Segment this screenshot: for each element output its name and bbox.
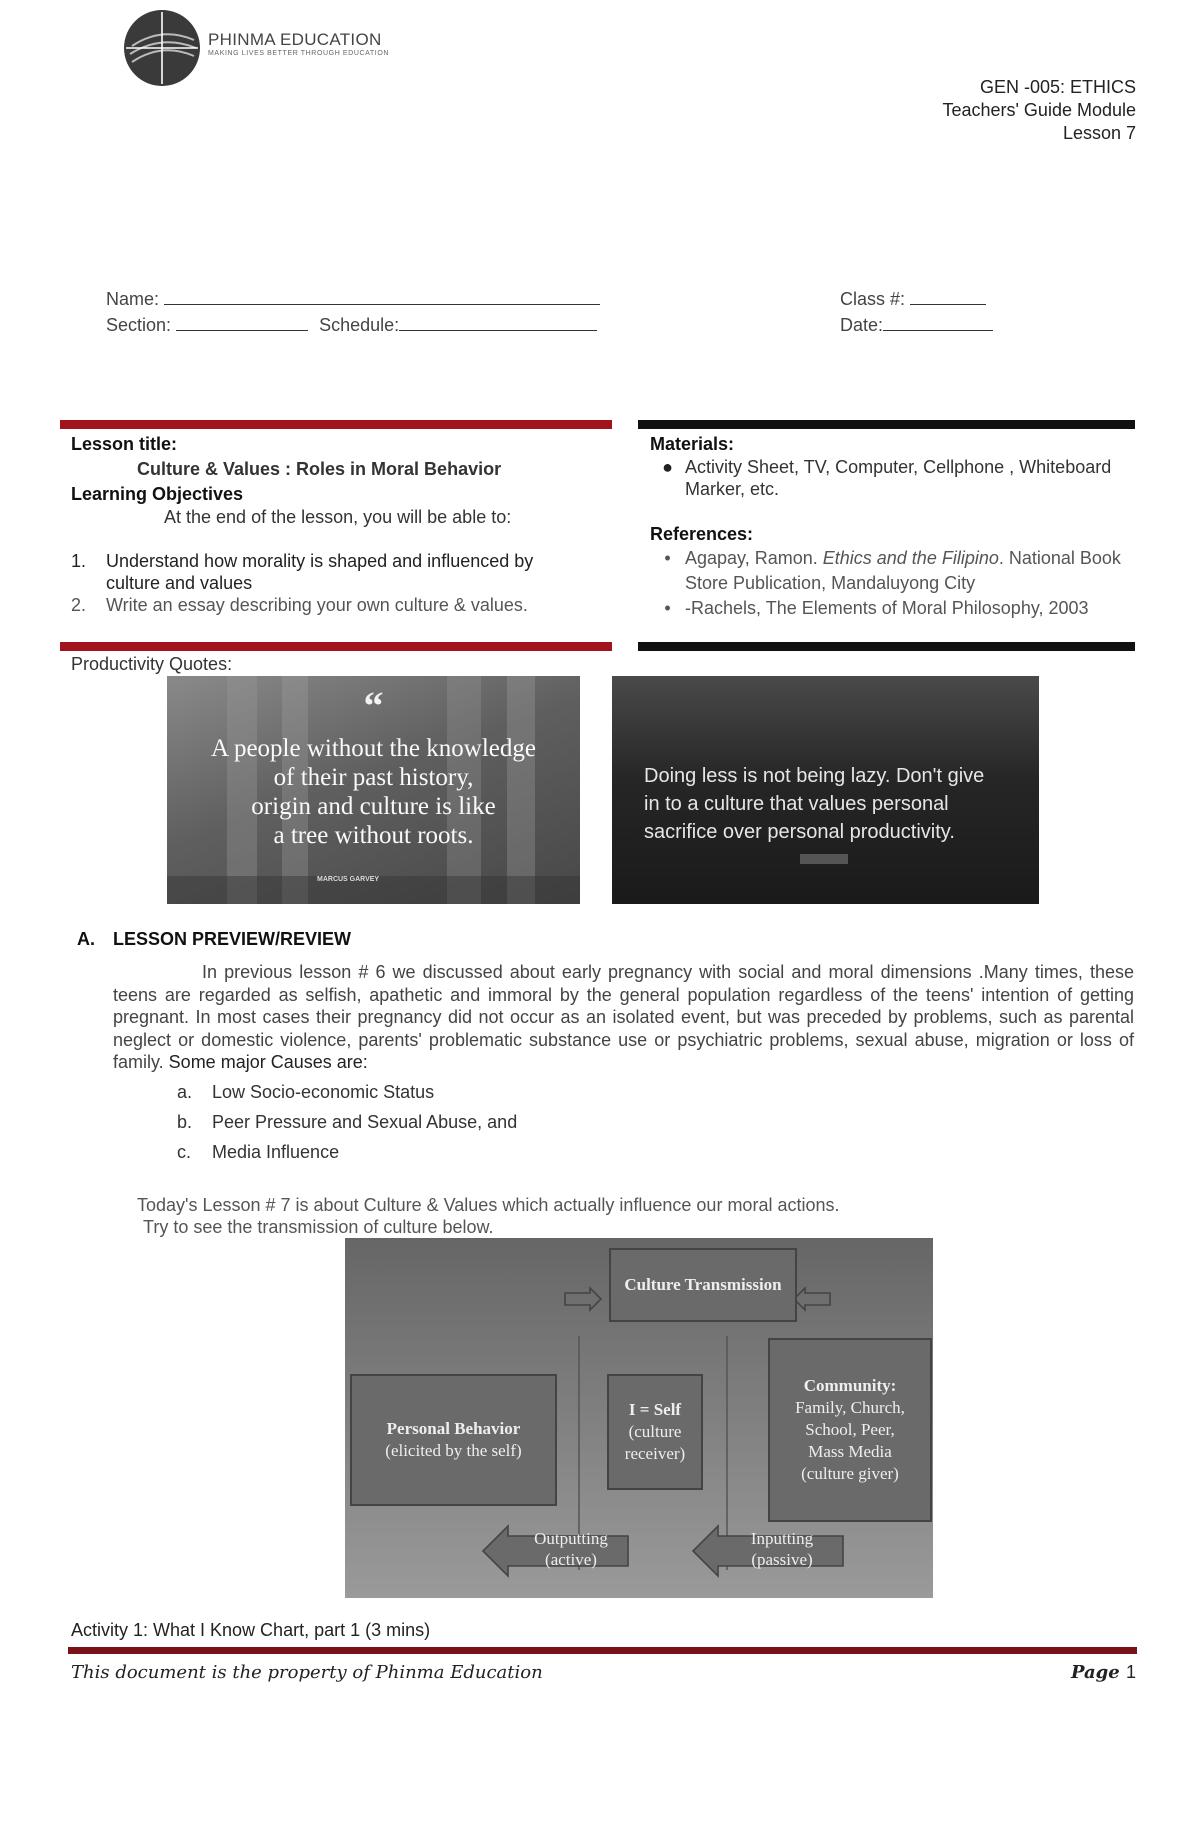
activity-label: Activity 1: What I Know Chart, part 1 (3 mins)	[71, 1620, 431, 1640]
materials-item: ● Activity Sheet, TV, Computer, Cellphone , Whiteboard Marker, etc.	[662, 457, 1112, 499]
reference-item: • -Rachels, The Elements of Moral Philosophy, 2003	[664, 598, 1089, 618]
phinma-logo-icon	[122, 8, 202, 88]
causes-list	[177, 1077, 517, 1167]
quote1-author: MARCUS GARVEY	[317, 876, 380, 883]
today-line: Today's Lesson # 7 is about Culture & Values which actually influence our moral actions.	[137, 1195, 840, 1215]
materials-label: Materials:	[650, 434, 735, 454]
reference-item: • Agapay, Ramon. Ethics and the Filipino. National Book Store Publication, Mandaluyong City	[664, 548, 1121, 593]
objective-item: 2. Write an essay describing your own culture & values.	[71, 595, 528, 615]
quote2-text: Doing less is not being lazy. Don't give in to a culture that values personal sacrifice over personal productivity.	[644, 765, 985, 843]
culture-transmission-diagram	[345, 1238, 933, 1598]
list-item: a. Low Socio-economic Status	[177, 1082, 435, 1102]
personal-behavior-box: Personal Behavior (elicited by the self)	[350, 1374, 557, 1506]
logo-tagline: MAKING LIVES BETTER THROUGH EDUCATION	[208, 50, 390, 57]
date-row	[840, 314, 993, 336]
quote2-author-badge	[800, 854, 848, 864]
quote1-text: A people without the knowledge of their past history, origin and culture is like a tree without roots.	[211, 735, 536, 849]
logo-name: PHINMA EDUCATION	[208, 30, 382, 49]
class-label: Class #:	[840, 289, 906, 309]
lesson-box	[71, 432, 591, 616]
lesson-top-bar	[60, 420, 612, 429]
materials-bottom-bar	[638, 642, 1135, 651]
preview-paragraph: In previous lesson # 6 we discussed about early pregnancy with social and moral dimensions .Many times, these teens are regarded as selfish, apathetic and immoral by the general population regardless of the teens' intention of getting pregnant. In most cases their pregnancy did not occur as an isolated event, but was preceded by problems, such as parental neglect or domestic violence, parents' problematic substance use or psychiatric problems, sexual abuse, migration or loss of family. Some major Causes are:	[113, 962, 1134, 1072]
try-line: Try to see the transmission of culture below.	[143, 1217, 494, 1237]
module-name: Teachers' Guide Module	[942, 100, 1136, 120]
quote-image-productivity	[612, 676, 1039, 904]
quotes-label: Productivity Quotes:	[71, 654, 233, 674]
lesson-number: Lesson 7	[1062, 123, 1136, 143]
quote-image-culture	[167, 676, 580, 904]
objective-item: 1. Understand how morality is shaped and influenced by culture and values	[71, 551, 534, 593]
schedule-field[interactable]	[399, 314, 597, 331]
quote-mark-icon: “	[363, 683, 384, 728]
culture-transmission-box: Culture Transmission	[609, 1248, 797, 1322]
lesson-title: Culture & Values : Roles in Moral Behavior	[137, 459, 502, 479]
class-field[interactable]	[910, 288, 986, 305]
materials-box	[650, 432, 1125, 621]
class-row	[840, 288, 986, 310]
materials-top-bar	[638, 420, 1135, 429]
section-label: Section:	[106, 315, 172, 335]
page-number: Page 1	[1070, 1662, 1136, 1683]
schedule-label: Schedule:	[319, 315, 400, 335]
community-box: Community: Family, Church, School, Peer, Mass Media (culture giver)	[768, 1338, 932, 1522]
document-header-info	[942, 76, 1136, 145]
objectives-intro: At the end of the lesson, you will be able to:	[164, 507, 512, 527]
self-box: I = Self (culture receiver)	[607, 1374, 703, 1490]
date-label: Date:	[840, 315, 884, 335]
section-field[interactable]	[176, 314, 308, 331]
list-item: b. Peer Pressure and Sexual Abuse, and	[177, 1112, 518, 1132]
objectives-label: Learning Objectives	[71, 484, 244, 504]
course-code: GEN -005: ETHICS	[979, 77, 1136, 97]
section-a-letter: A.	[77, 929, 95, 949]
outputting-label: Outputting (active)	[534, 1529, 608, 1569]
inputting-label: Inputting (passive)	[750, 1529, 814, 1569]
date-field[interactable]	[883, 314, 993, 331]
name-row	[106, 288, 600, 310]
footer-bar	[68, 1647, 1137, 1654]
section-row	[106, 314, 597, 336]
references-label: References:	[650, 524, 754, 544]
name-field[interactable]	[164, 288, 600, 305]
list-item: c. Media Influence	[177, 1142, 340, 1162]
footer-text: This document is the property of Phinma Education	[71, 1662, 543, 1683]
name-label: Name:	[106, 289, 160, 309]
lesson-title-label: Lesson title:	[71, 434, 178, 454]
lesson-bottom-bar	[60, 642, 612, 651]
section-a-heading: LESSON PREVIEW/REVIEW	[113, 929, 352, 949]
